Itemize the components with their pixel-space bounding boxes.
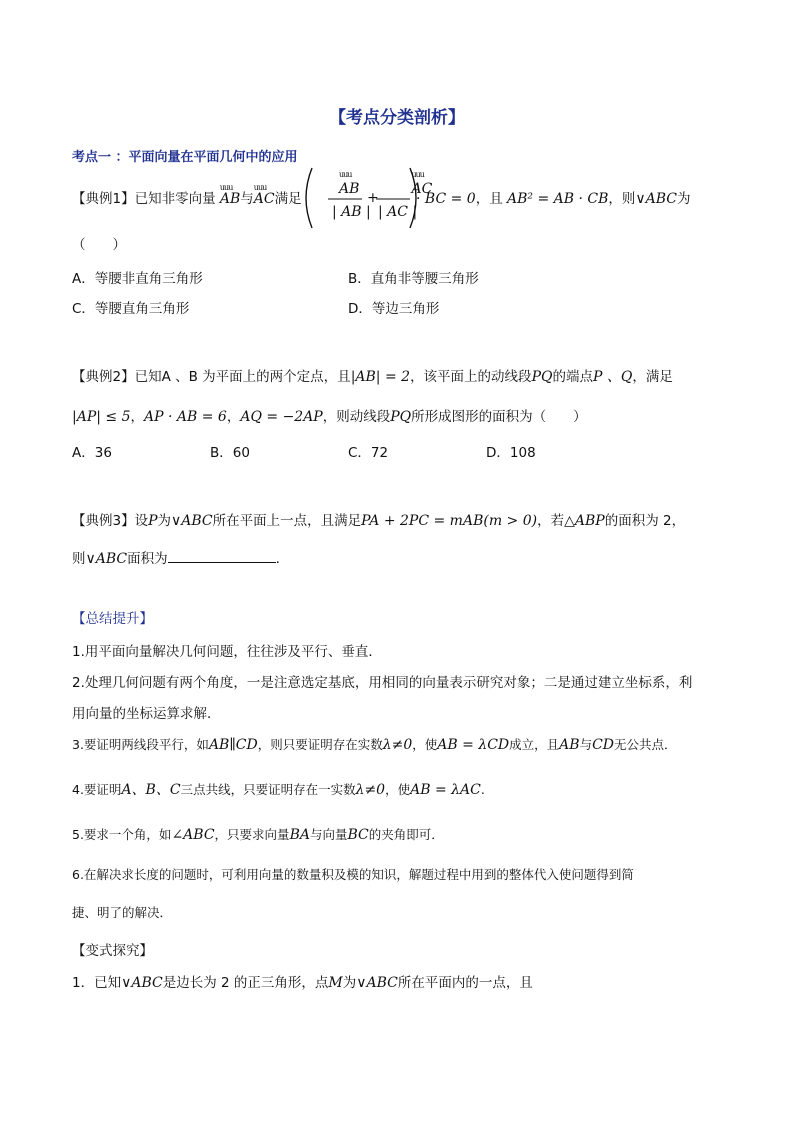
- text: 为: [157, 513, 172, 529]
- section-heading: 考点一 ：平面向量在平面几何中的应用: [72, 150, 298, 165]
- text: 3.要证明两线段平行，如: [72, 737, 209, 752]
- text: ，则: [608, 191, 636, 207]
- text: 则: [72, 551, 86, 567]
- text: 与: [579, 737, 593, 752]
- vector-ac: uuu AC: [254, 190, 275, 208]
- vector-equation: AB = λCD: [437, 737, 510, 753]
- text: 已知A 、B 为平面上的两个定点，且: [134, 369, 351, 385]
- summary-item-6-cont: 捷、明了的解决．: [72, 905, 173, 920]
- text: 的端点: [552, 369, 593, 385]
- text: 所在平面上一点，且满足: [212, 513, 362, 529]
- triangle-abc: ∨ABC: [356, 975, 398, 991]
- text: ，若: [537, 513, 565, 529]
- summary-heading: 【总结提升】: [72, 611, 153, 627]
- text: 1．已知: [72, 975, 122, 991]
- option-b: B．60: [210, 445, 250, 461]
- text: ，则只要证明存在实数: [257, 737, 383, 752]
- vector-ab: uuu AB: [220, 190, 240, 208]
- option-c: C．等腰直角三角形: [72, 301, 190, 317]
- text: ，: [226, 409, 241, 425]
- triangle-abc: ∨ABC: [635, 191, 678, 207]
- text: ，满足: [632, 369, 673, 385]
- text: 满足: [274, 191, 302, 207]
- page-title: 【考点分类剖析】: [329, 108, 465, 128]
- summary-item-6: 6.在解决求长度的问题时，可利用向量的数量积及模的知识，解题过程中用到的整体代入使问题得到简: [72, 867, 634, 882]
- dot-product: AP · AB = 6: [144, 409, 227, 425]
- fraction-ab-denominator: | AB |: [332, 204, 371, 220]
- text: 所形成图形的面积为（ ）: [411, 409, 587, 425]
- segment-pq: PQ: [531, 369, 553, 385]
- vector-equation: PA + 2PC = mAB(m > 0): [361, 513, 538, 529]
- triangle-abp: △ABP: [564, 513, 605, 529]
- points-abc: A、B、C: [121, 782, 181, 798]
- vector-equation: AB = λAC: [410, 782, 481, 798]
- text: ，该平面上的动线段: [410, 369, 532, 385]
- bc-equation: · BC = 0: [416, 191, 476, 207]
- text: ，只要求向量: [214, 827, 290, 842]
- abs-ab: |AB| = 2: [350, 369, 411, 385]
- text: 三点共线，只要证明存在一实数: [180, 782, 356, 797]
- answer-paren: （ ）: [72, 237, 126, 253]
- text: 为: [342, 975, 357, 991]
- segment-cd: CD: [592, 737, 615, 753]
- option-d: D．108: [486, 445, 536, 461]
- text: ，使: [385, 782, 411, 797]
- example-2-label: 【典例2】: [72, 369, 135, 385]
- vector-ba: BA: [289, 827, 310, 843]
- text: ，则动线段: [322, 409, 391, 425]
- summary-item-1: 1.用平面向量解决几何问题，往往涉及平行、垂直．: [72, 644, 382, 660]
- point-m: M: [328, 975, 343, 991]
- text: 与: [240, 191, 254, 207]
- text: 所在平面内的一点，且: [397, 975, 533, 991]
- summary-item-2-cont: 用向量的坐标运算求解．: [72, 706, 221, 722]
- parallel-expr: AB∥CD: [208, 737, 258, 753]
- points-pq: P 、Q: [592, 369, 633, 385]
- text: ，: [130, 409, 145, 425]
- text: 无公共点．: [614, 737, 677, 752]
- text: 是边长为 2 的正三角形，点: [162, 975, 329, 991]
- text: 5.要求一个角，如: [72, 827, 172, 842]
- vector-aq-equation: AQ = −2AP: [240, 409, 323, 425]
- vector-equation: AB² = AB · CB: [507, 191, 609, 207]
- text: 设: [134, 513, 149, 529]
- segment-pq: PQ: [390, 409, 412, 425]
- example-3-label: 【典例3】: [72, 513, 135, 529]
- option-b: B．直角非等腰三角形: [348, 271, 479, 287]
- abs-ap-inequality: |AP| ≤ 5: [72, 409, 131, 425]
- point-p: P: [148, 513, 158, 529]
- option-a: A．36: [72, 445, 112, 461]
- text: 的夹角即可．: [368, 827, 444, 842]
- text: 面积为: [127, 551, 168, 567]
- segment-ab: AB: [559, 737, 580, 753]
- text: 与向量: [309, 827, 348, 842]
- variant-heading: 【变式探究】: [72, 943, 153, 959]
- text: ，使: [412, 737, 438, 752]
- text: 为: [677, 191, 691, 207]
- text: 已知非零向量: [134, 191, 216, 207]
- text: 4.要证明: [72, 782, 122, 797]
- text: 的面积为 2，: [604, 513, 686, 529]
- option-a: A．等腰非直角三角形: [72, 271, 203, 287]
- option-c: C．72: [348, 445, 389, 461]
- triangle-abc: ∨ABC: [171, 513, 213, 529]
- option-d: D．等边三角形: [348, 301, 440, 317]
- fraction-ab-numerator: uuu AB: [339, 181, 359, 197]
- lambda-nonzero: λ≠0: [355, 782, 386, 798]
- angle-abc: ∠ABC: [171, 827, 215, 843]
- fraction-ac-numerator: uuu AC: [412, 181, 433, 197]
- left-paren: [306, 168, 312, 228]
- example-1-label: 【典例1】: [72, 191, 135, 207]
- plus-sign: +: [367, 190, 379, 206]
- text: .: [480, 782, 485, 797]
- fraction-ac-denominator: | AC |: [378, 204, 418, 220]
- text: 成立，且: [509, 737, 560, 752]
- text: .: [275, 551, 280, 567]
- vector-bc: BC: [347, 827, 369, 843]
- lambda-nonzero: λ≠0: [382, 737, 413, 753]
- summary-item-2: 2.处理几何问题有两个角度，一是注意选定基底，用相同的向量表示研究对象；二是通过建立坐标系，利: [72, 675, 693, 691]
- right-paren: [410, 168, 416, 228]
- triangle-abc: ∨ABC: [85, 551, 128, 567]
- triangle-abc: ∨ABC: [121, 975, 163, 991]
- text: ，且: [475, 191, 503, 207]
